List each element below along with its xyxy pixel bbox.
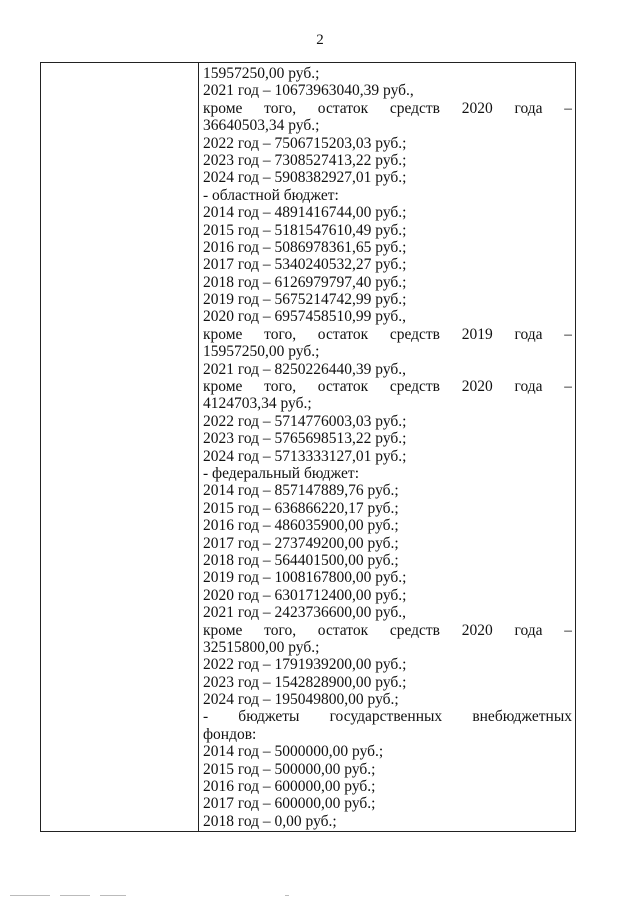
text-line: 2017 год – 600000,00 руб.; [203,795,376,813]
text-line: 2019 год – 1008167800,00 руб.; [203,569,407,587]
text-line: фондов: [203,725,257,743]
text-line: 2023 год – 7308527413,22 руб.; [203,151,407,169]
text-line: 2020 год – 6301712400,00 руб.; [203,586,407,604]
text-line: 2017 год – 5340240532,27 руб.; [203,256,407,274]
text-line: 2014 год – 4891416744,00 руб.; [203,204,407,222]
text-line: 15957250,00 руб.; [203,65,320,82]
text-line: 2015 год – 5181547610,49 руб.; [203,221,407,239]
page-number: 2 [316,32,324,48]
text-line: 2014 год – 857147889,76 руб.; [203,482,399,500]
column-divider [198,63,199,831]
text-line: 2021 год – 10673963040,39 руб., [203,82,414,100]
text-line: 2024 год – 5908382927,01 руб.; [203,169,407,187]
text-line: 2024 год – 5713333127,01 руб.; [203,447,407,465]
text-line: 4124703,34 руб.; [203,395,312,413]
text-line: 2021 год – 8250226440,39 руб., [203,360,407,378]
text-line: 2018 год – 6126979797,40 руб.; [203,273,407,291]
text-line: 2015 год – 636866220,17 руб.; [203,499,399,517]
text-line: 2022 год – 1791939200,00 руб.; [203,656,407,674]
scan-artifact [0,893,640,899]
text-line: 2017 год – 273749200,00 руб.; [203,534,399,552]
text-line: 2024 год – 195049800,00 руб.; [203,691,399,709]
text-line: 2014 год – 5000000,00 руб.; [203,743,384,761]
text-line: 2023 год – 5765698513,22 руб.; [203,430,407,448]
text-line: - областной бюджет: [203,186,339,204]
text-line: - бюджеты государственных внебюджетных [203,708,572,726]
funding-table [40,62,576,832]
text-line: кроме того, остаток средств 2019 года – [203,325,572,343]
text-line: 2018 год – 0,00 руб.; [203,812,337,830]
text-line: - федеральный бюджет: [203,464,359,482]
text-line: 2015 год – 500000,00 руб.; [203,760,376,778]
text-line: 36640503,34 руб.; [203,117,320,135]
text-line: 2021 год – 2423736600,00 руб., [203,604,407,622]
text-line: кроме того, остаток средств 2020 года – [203,378,572,396]
table-right-cell [203,65,572,830]
text-line: 2016 год – 5086978361,65 руб.; [203,238,407,256]
text-line: 15957250,00 руб.; [203,343,320,361]
text-line: 2022 год – 5714776003,03 руб.; [203,412,407,430]
text-line: 32515800,00 руб.; [203,638,320,656]
text-line: кроме того, остаток средств 2020 года – [203,99,572,117]
text-line: кроме того, остаток средств 2020 года – [203,621,572,639]
text-line: 2018 год – 564401500,00 руб.; [203,551,399,569]
text-line: 2016 год – 600000,00 руб.; [203,778,376,796]
text-line: 2019 год – 5675214742,99 руб.; [203,291,407,309]
text-line: 2022 год – 7506715203,03 руб.; [203,134,407,152]
text-line: 2020 год – 6957458510,99 руб., [203,308,407,326]
text-line: 2023 год – 1542828900,00 руб.; [203,673,407,691]
text-line: 2016 год – 486035900,00 руб.; [203,517,399,535]
